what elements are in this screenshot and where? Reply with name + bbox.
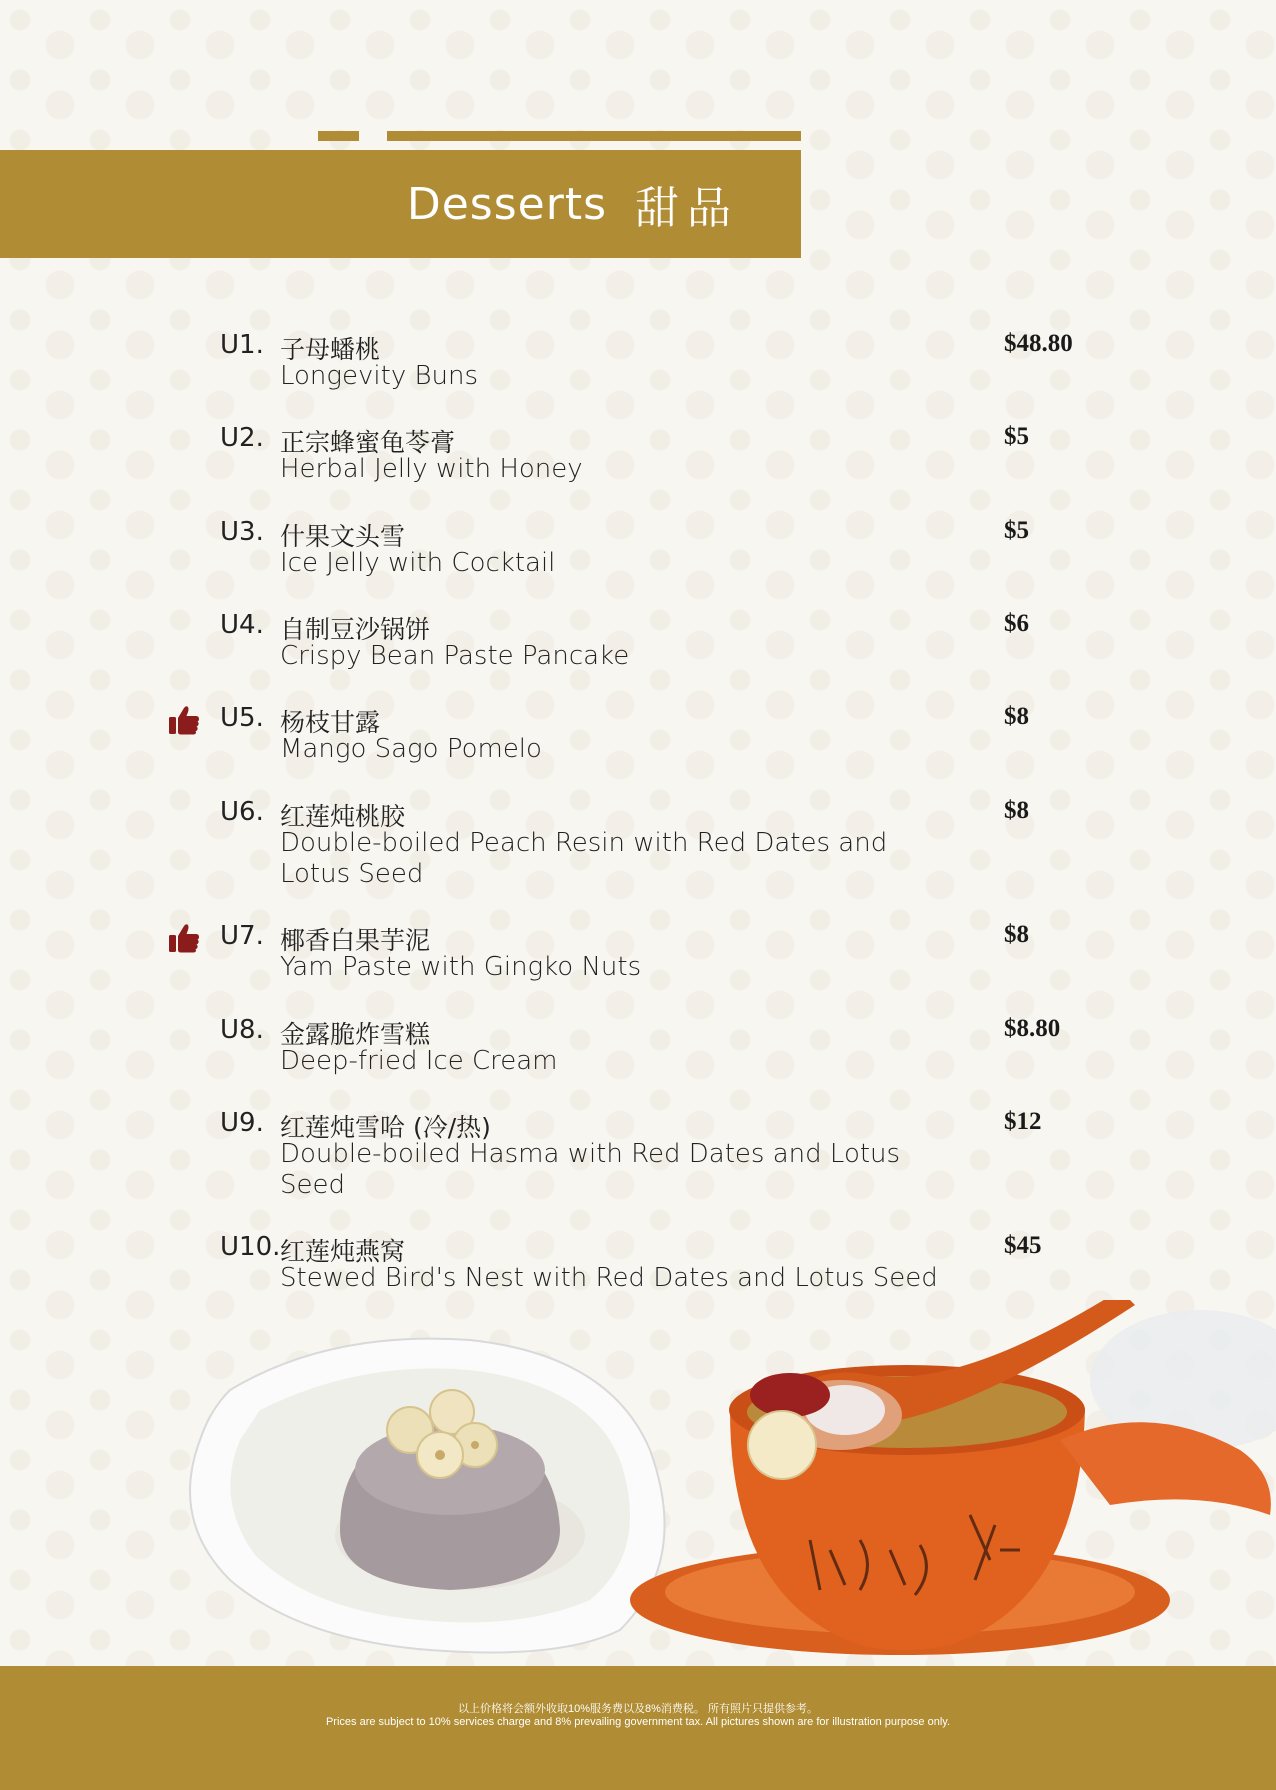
footer-banner — [0, 1666, 1276, 1790]
item-name-en: Mango Sago Pomelo — [280, 734, 542, 764]
item-price: $45 — [1004, 1232, 1042, 1259]
title-banner — [0, 150, 801, 258]
item-name-zh: 子母蟠桃 — [280, 335, 381, 364]
item-name-en: Stewed Bird's Nest with Red Dates and Lotus Seed — [280, 1263, 938, 1293]
item-name-en: Herbal Jelly with Honey — [280, 454, 583, 484]
item-price: $8 — [1004, 703, 1029, 730]
item-price: $8 — [1004, 797, 1029, 824]
item-name-en: Crispy Bean Paste Pancake — [280, 641, 630, 671]
item-code: U9. — [220, 1108, 264, 1138]
footer-note-zh: 以上价格将会额外收取10%服务费以及8%消费税。 所有照片只提供参考。 — [458, 1703, 818, 1715]
thumbs-up-icon — [168, 923, 200, 953]
item-code: U3. — [220, 517, 264, 547]
item-name-en: Yam Paste with Gingko Nuts — [280, 952, 642, 982]
item-name-zh: 什果文头雪 — [280, 522, 406, 551]
item-name-zh: 椰香白果芋泥 — [280, 926, 431, 955]
item-name-zh: 杨枝甘露 — [280, 708, 381, 737]
item-name-zh: 红莲炖桃胶 — [280, 802, 406, 831]
item-name-en: Double-boiled Peach Resin with Red Dates and Lotus Seed — [280, 828, 888, 889]
item-price: $5 — [1004, 517, 1029, 544]
page-title-en: Desserts — [406, 178, 607, 230]
item-name-en: Deep-fried Ice Cream — [280, 1046, 558, 1076]
item-price: $12 — [1004, 1108, 1042, 1135]
footer-note-en: Prices are subject to 10% services charge and 8% prevailing government tax. All pictures shown are for illustration purpose only. — [325, 1716, 951, 1728]
item-name-zh: 正宗蜂蜜龟苓膏 — [280, 428, 456, 457]
item-code: U10. — [220, 1232, 281, 1262]
item-name-zh: 自制豆沙锅饼 — [280, 615, 431, 644]
thumbs-up-icon — [168, 705, 200, 735]
item-code: U2. — [220, 423, 264, 453]
hasma-pot-photo — [630, 1300, 1276, 1655]
item-price: $5 — [1004, 423, 1029, 450]
item-code: U6. — [220, 797, 264, 827]
item-code: U7. — [220, 921, 264, 951]
item-name-en: Ice Jelly with Cocktail — [280, 548, 556, 578]
item-code: U5. — [220, 703, 264, 733]
item-price: $6 — [1004, 610, 1029, 637]
item-code: U8. — [220, 1015, 264, 1045]
item-price: $8.80 — [1004, 1015, 1061, 1042]
page-title-zh: 甜品 — [635, 183, 739, 234]
item-name-en: Longevity Buns — [280, 361, 478, 391]
item-name-en: Double-boiled Hasma with Red Dates and Lotus Seed — [280, 1139, 901, 1200]
item-code: U1. — [220, 330, 264, 360]
header-deco-bar-long — [387, 131, 801, 141]
header-deco-bar-short — [318, 131, 359, 141]
item-code: U4. — [220, 610, 264, 640]
yam-paste-photo — [190, 1339, 665, 1653]
item-name-zh: 金露脆炸雪糕 — [280, 1020, 431, 1049]
item-price: $8 — [1004, 921, 1029, 948]
dessert-photos — [0, 1300, 1276, 1670]
item-name-zh: 红莲炖燕窝 — [280, 1237, 406, 1266]
item-price: $48.80 — [1004, 330, 1073, 357]
item-name-zh: 红莲炖雪哈 (冷/热) — [280, 1113, 491, 1142]
